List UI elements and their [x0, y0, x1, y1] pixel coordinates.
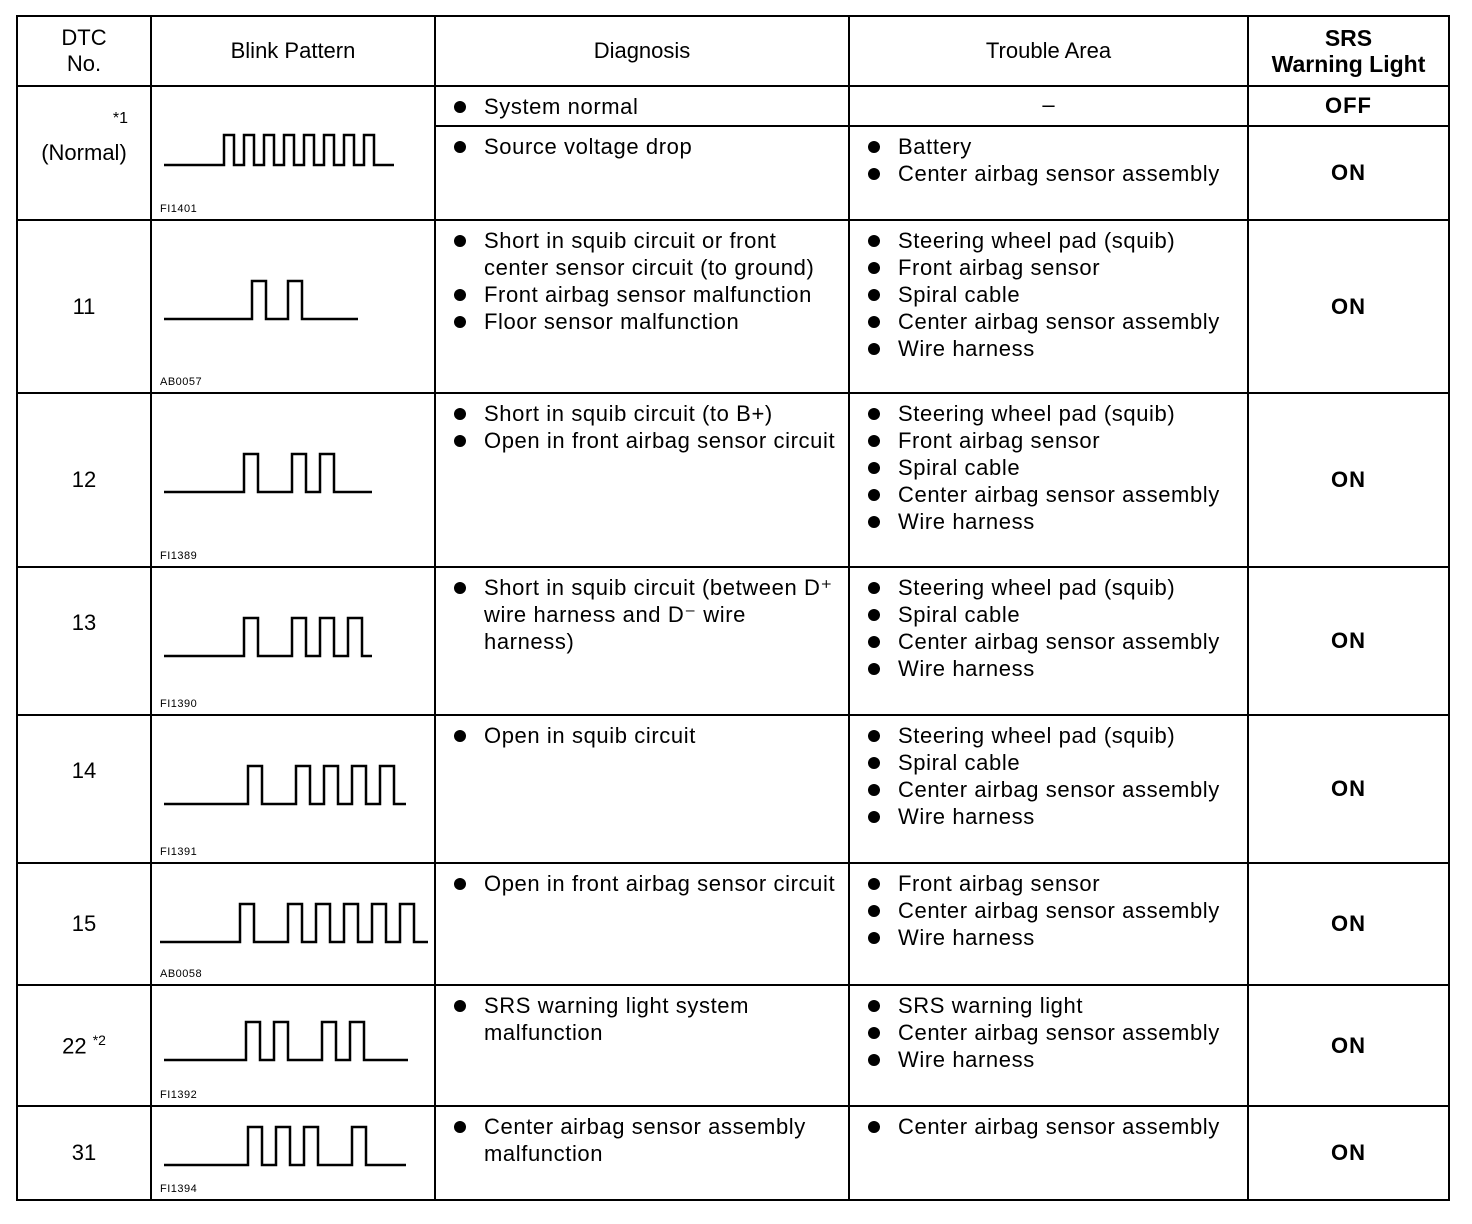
list-item: Source voltage drop [484, 133, 840, 160]
figure-id: FI1389 [160, 550, 198, 562]
list-item: Steering wheel pad (squib) [898, 574, 1239, 601]
diagnosis-cell [435, 567, 849, 715]
diagnosis-cell [435, 1106, 849, 1200]
figure-id: FI1401 [160, 203, 198, 215]
list-item: Front airbag sensor [898, 427, 1239, 454]
list-item: Wire harness [898, 508, 1239, 535]
blink-pattern-wave [162, 129, 412, 169]
list-item: Open in front airbag sensor circuit [484, 870, 840, 897]
trouble-area-cell [849, 86, 1248, 126]
blink-pattern-cell [151, 220, 435, 393]
list-item: Wire harness [898, 924, 1239, 951]
list-item: Wire harness [898, 803, 1239, 830]
list-item: Center airbag sensor assembly [898, 160, 1239, 187]
header-row [17, 16, 1449, 86]
list-item: Steering wheel pad (squib) [898, 400, 1239, 427]
list-item: SRS warning light [898, 992, 1239, 1019]
figure-id: FI1390 [160, 698, 198, 710]
header-trouble-area: Trouble Area [849, 16, 1248, 86]
warning-light-status: ON [1248, 863, 1449, 985]
list-item: Center airbag sensor assembly [898, 1019, 1239, 1046]
list-item: Center airbag sensor assembly [898, 628, 1239, 655]
list-item: Wire harness [898, 655, 1239, 682]
warning-light-status: ON [1248, 985, 1449, 1106]
list-item: Spiral cable [898, 601, 1239, 628]
warning-light-status: ON [1248, 393, 1449, 567]
list-item: Wire harness [898, 335, 1239, 362]
warning-light-status: ON [1248, 715, 1449, 863]
list-item: Short in squib circuit (between D⁺ wire harness and D⁻ wire harness) [484, 574, 840, 655]
blink-pattern-wave [162, 760, 412, 810]
header-dtc-no: DTC No. [17, 16, 151, 86]
list-item: Front airbag sensor malfunction [484, 281, 840, 308]
dtc-code: 11 [17, 220, 151, 393]
table-row [17, 86, 1449, 126]
list-item: System normal [484, 93, 840, 120]
blink-pattern-wave [158, 898, 430, 948]
trouble-area-cell [849, 715, 1248, 863]
trouble-area-cell [849, 567, 1248, 715]
trouble-area-cell [849, 126, 1248, 220]
warning-light-status: ON [1248, 126, 1449, 220]
list-item: Battery [898, 133, 1239, 160]
trouble-area-cell [849, 393, 1248, 567]
blink-pattern-cell [151, 715, 435, 863]
trouble-area-cell [849, 863, 1248, 985]
header-srs-warning-light: SRS Warning Light [1248, 16, 1449, 86]
list-item: SRS warning light system malfunction [484, 992, 840, 1046]
header-blink-pattern: Blink Pattern [151, 16, 435, 86]
dtc-code: 15 [17, 863, 151, 985]
table-row [17, 863, 1449, 985]
dtc-code: 22 $^{*2}$ [17, 985, 151, 1106]
dtc-code: *1 (Normal) [17, 86, 151, 220]
list-item: Center airbag sensor assembly [898, 481, 1239, 508]
figure-id: FI1392 [160, 1089, 198, 1101]
diagnosis-cell [435, 220, 849, 393]
figure-id: FI1394 [160, 1183, 198, 1195]
list-item: Spiral cable [898, 281, 1239, 308]
diagnosis-cell [435, 863, 849, 985]
list-item: Open in squib circuit [484, 722, 840, 749]
list-item: Center airbag sensor assembly [898, 776, 1239, 803]
blink-pattern-wave [162, 1016, 412, 1066]
blink-pattern-wave [162, 1121, 412, 1171]
trouble-area-cell [849, 985, 1248, 1106]
table-row [17, 985, 1449, 1106]
diagnosis-cell [435, 985, 849, 1106]
diagnosis-cell [435, 393, 849, 567]
list-item: Short in squib circuit (to B+) [484, 400, 840, 427]
blink-pattern-cell [151, 86, 435, 220]
blink-pattern-cell [151, 1106, 435, 1200]
list-item: Spiral cable [898, 454, 1239, 481]
warning-light-status: ON [1248, 1106, 1449, 1200]
figure-id: AB0057 [160, 376, 203, 388]
warning-light-status: ON [1248, 567, 1449, 715]
list-item: Wire harness [898, 1046, 1239, 1073]
list-item: Steering wheel pad (squib) [898, 227, 1239, 254]
list-item: Center airbag sensor assembly [898, 1113, 1239, 1140]
blink-pattern-wave [162, 448, 412, 498]
list-item: Floor sensor malfunction [484, 308, 840, 335]
diagnosis-cell [435, 715, 849, 863]
blink-pattern-cell [151, 985, 435, 1106]
dtc-code: 31 [17, 1106, 151, 1200]
warning-light-status: ON [1248, 220, 1449, 393]
table-row [17, 220, 1449, 393]
dtc-code: 13 [17, 567, 151, 715]
dtc-code: 12 [17, 393, 151, 567]
blink-pattern-cell [151, 863, 435, 985]
dtc-table [16, 15, 1450, 1201]
list-item: Open in front airbag sensor circuit [484, 427, 840, 454]
dash-text: – [1042, 92, 1055, 117]
list-item: Center airbag sensor assembly [898, 897, 1239, 924]
figure-id: FI1391 [160, 846, 198, 858]
list-item: Short in squib circuit or front center sensor circuit (to ground) [484, 227, 840, 281]
blink-pattern-cell [151, 567, 435, 715]
table-row [17, 567, 1449, 715]
diagnosis-cell [435, 86, 849, 126]
warning-light-status: OFF [1248, 86, 1449, 126]
header-diagnosis: Diagnosis [435, 16, 849, 86]
dtc-code: 14 [17, 715, 151, 863]
list-item: Steering wheel pad (squib) [898, 722, 1239, 749]
list-item: Center airbag sensor assembly [898, 308, 1239, 335]
trouble-area-cell [849, 220, 1248, 393]
table-row [17, 715, 1449, 863]
blink-pattern-cell [151, 393, 435, 567]
diagnosis-cell [435, 126, 849, 220]
list-item: Spiral cable [898, 749, 1239, 776]
list-item: Front airbag sensor [898, 870, 1239, 897]
trouble-area-cell [849, 1106, 1248, 1200]
table-row [17, 393, 1449, 567]
blink-pattern-wave [162, 275, 412, 325]
list-item: Center airbag sensor assembly malfunction [484, 1113, 840, 1167]
list-item: Front airbag sensor [898, 254, 1239, 281]
table-row [17, 1106, 1449, 1200]
figure-id: AB0058 [160, 968, 203, 980]
blink-pattern-wave [162, 612, 412, 662]
